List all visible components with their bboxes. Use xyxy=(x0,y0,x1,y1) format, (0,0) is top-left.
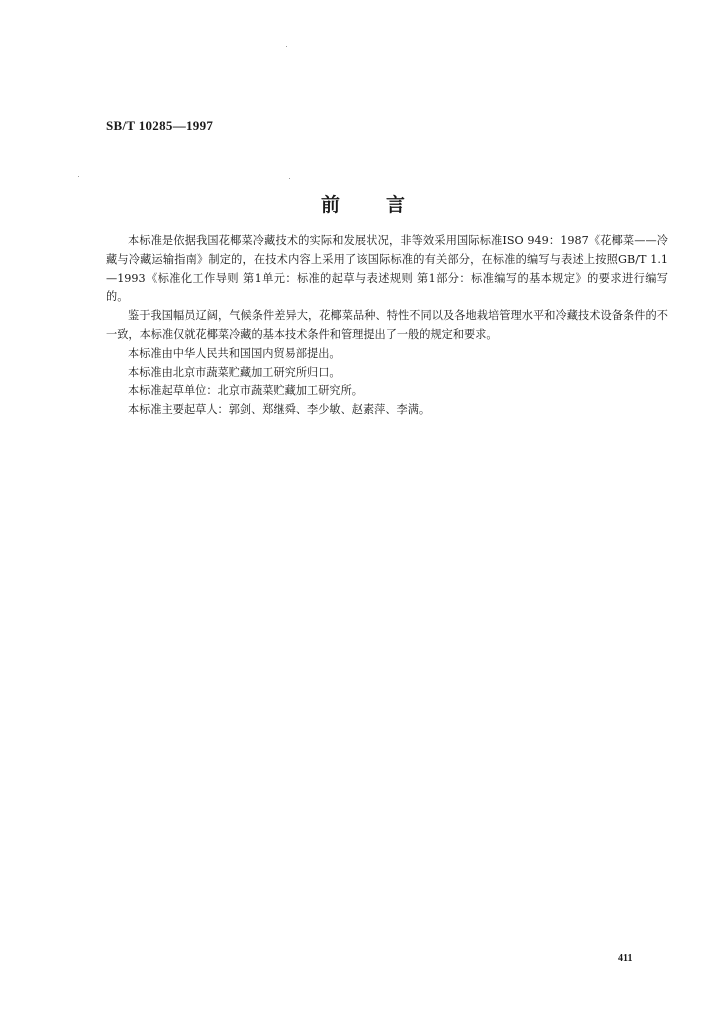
paragraph-drafters: 本标准主要起草人：郭剑、郑继舜、李少敏、赵素萍、李满。 xyxy=(128,403,431,417)
foreword-body xyxy=(106,232,668,420)
paragraph-proposer: 本标准由中华人民共和国国内贸易部提出。 xyxy=(128,346,341,360)
paragraph-basis: 本标准是依据我国花椰菜冷藏技术的实际和发展状况，非等效采用国际标准ISO 949：1987《花椰菜——冷藏与冷藏运输指南》制定的，在技术内容上采用了该国际标准的有关部分，在标准的编写与表述上按照GB/T 1.1—1993《标准化工作导则 第1单元：标准的起草与表述规则 第1部分：标准编写的基本规定》的要求进行编写的。 xyxy=(106,234,668,304)
paragraph-scope: 鉴于我国幅员辽阔，气候条件差异大，花椰菜品种、特性不同以及各地栽培管理水平和冷藏技术设备条件的不一致，本标准仅就花椰菜冷藏的基本技术条件和管理提出了一般的规定和要求。 xyxy=(106,309,668,341)
scan-speck xyxy=(286,46,287,47)
scan-speck xyxy=(289,178,290,179)
page-number: 411 xyxy=(618,953,633,964)
paragraph-administrator: 本标准由北京市蔬菜贮藏加工研究所归口。 xyxy=(128,365,341,379)
scan-speck xyxy=(78,176,79,177)
standard-code: SB/T 10285—1997 xyxy=(106,118,214,133)
page-title: 前言 xyxy=(320,194,451,216)
paragraph-drafting-unit: 本标准起草单位：北京市蔬菜贮藏加工研究所。 xyxy=(128,384,363,398)
